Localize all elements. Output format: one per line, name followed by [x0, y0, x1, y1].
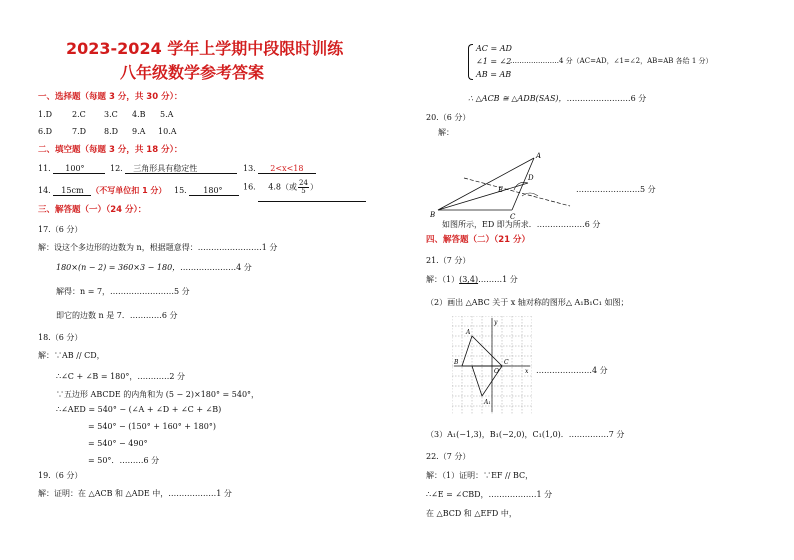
text: 解：（1）	[426, 275, 460, 284]
label-c: C	[510, 213, 516, 221]
q18-line5: = 540° − (150° + 160° + 180°)	[88, 422, 216, 431]
text: = 50°．	[88, 456, 120, 465]
brace	[468, 44, 473, 80]
unit-note: （不写单位扣 1 分）	[91, 186, 167, 195]
fill-q14	[38, 186, 166, 196]
fraction	[298, 180, 309, 195]
q22-line1: 解：（1）证明：∵EF // BC，	[426, 471, 534, 480]
points: ………1 分	[478, 275, 518, 284]
mc-answer: 7.D	[72, 127, 87, 136]
q18-line1: 解：∵AB // CD，	[38, 351, 105, 360]
coordinate-grid	[452, 316, 532, 414]
section4-heading: 四、解答题（二）（21 分）	[426, 235, 531, 245]
points: …………………4 分	[180, 263, 252, 272]
x-axis-label: x	[525, 368, 529, 375]
text: 解：设这个多边形的边数为 n，根据题意得：	[38, 243, 198, 252]
fill-answer: 三角形具有稳定性	[125, 164, 237, 174]
q17-line2	[56, 263, 252, 272]
q17-line1	[38, 243, 277, 252]
title-line2: 八年级数学参考答案	[120, 63, 265, 82]
q19-label: 19.（6 分）	[38, 471, 83, 480]
text: （3）A₁(−1,3)，B₁(−2,0)，C₁(1,0)．	[426, 430, 569, 439]
y-axis-label: y	[494, 319, 498, 326]
mc-answer: 5.A	[160, 110, 174, 119]
mc-answer: 6.D	[38, 127, 53, 136]
segment-ed-dashed	[464, 178, 570, 206]
point-b-label: B	[454, 359, 459, 366]
q20-label: 20.（6 分）	[426, 113, 471, 122]
q22-line2	[426, 490, 552, 499]
mc-answer: 4.B	[132, 110, 146, 119]
brace-line2: ∠1 = ∠2	[476, 57, 512, 66]
q17-line3	[56, 287, 190, 296]
points: ………………1 分	[168, 489, 232, 498]
q18-line6: = 540° − 490°	[88, 439, 148, 448]
fill-q12	[110, 164, 237, 174]
label-d: D	[528, 174, 534, 182]
fraction-numerator: 24	[299, 179, 308, 187]
mc-answer: 8.D	[104, 127, 119, 136]
q21-fig-points: …………………4 分	[536, 366, 608, 375]
fill-answer: 2<x<18	[258, 164, 316, 174]
text: 解得：n = 7，	[56, 287, 111, 296]
q22-label: 22.（7 分）	[426, 452, 471, 461]
q18-label: 18.（6 分）	[38, 333, 83, 342]
text: 解：证明：在 △ACB 和 △ADE 中，	[38, 489, 169, 498]
brace-line1: AC = AD	[476, 44, 512, 53]
points: …………6 分	[129, 311, 178, 320]
points: ……………………5 分	[110, 287, 190, 296]
q18-line4: ∴∠AED = 540° − (∠A + ∠D + ∠C + ∠B)	[56, 405, 222, 414]
text: ∴∠E = ∠CBD，	[426, 490, 489, 499]
q17-label: 17.（6 分）	[38, 225, 83, 234]
segment-bd	[438, 183, 528, 210]
q21-line3	[426, 430, 624, 439]
text: ∴∠C + ∠B = 180°，	[56, 372, 138, 381]
label-a: A	[536, 152, 542, 160]
point-a-label: A	[466, 329, 471, 336]
q18-line7	[88, 456, 159, 465]
question-number: 15.	[174, 186, 187, 195]
fill-q11	[38, 164, 105, 174]
question-number: 13.	[243, 164, 256, 173]
q21-line2: （2）画出 △ABC 关于 x 轴对称的图形△ A₁B₁C₁ 如图；	[426, 298, 629, 307]
question-number: 11.	[38, 164, 51, 173]
brace-points: …………………4 分（AC=AD，∠1=∠2，AB=AB 各给 1 分）	[510, 57, 713, 65]
mc-answer: 2.C	[72, 110, 86, 119]
triangle-figure	[430, 150, 580, 222]
fill-answer: 180°	[189, 186, 239, 196]
origin-label: O	[494, 368, 499, 375]
brace-line3: AB = AB	[476, 70, 512, 79]
points: ………………6 分	[536, 220, 601, 229]
points: ……………………6 分	[566, 94, 647, 103]
fill-answer-box	[258, 180, 366, 202]
answer: (3,4)	[459, 275, 479, 284]
segment-ca	[512, 158, 534, 210]
fill-answer-close: ）	[309, 182, 318, 192]
mc-answer: 9.A	[132, 127, 146, 136]
label-e: E	[498, 186, 504, 194]
fill-answer: 100°	[53, 164, 105, 174]
section2-heading: 二、填空题（每题 3 分，共 18 分）：	[38, 145, 183, 155]
fill-answer: 15cm	[53, 186, 91, 196]
segment-ba	[438, 158, 534, 210]
mc-answer: 1.D	[38, 110, 53, 119]
q20-line2	[442, 220, 600, 229]
fill-q16	[243, 180, 366, 202]
points: ……………………1 分	[197, 243, 278, 252]
title-line1: 2023-2024 学年上学期中段限时训练	[66, 39, 344, 58]
point-c-label: C	[504, 359, 509, 366]
q20-line1: 解：	[438, 128, 454, 137]
points: ……………7 分	[568, 430, 625, 439]
text: 如图所示，ED 即为所求．	[442, 220, 537, 229]
section1-heading: 一、选择题（每题 3 分，共 30 分）：	[38, 92, 183, 102]
q21-label: 21.（7 分）	[426, 256, 471, 265]
question-number: 14.	[38, 186, 51, 195]
fill-q13	[243, 164, 316, 174]
point-a1-label: A₁	[484, 399, 491, 406]
points: …………2 分	[137, 372, 185, 381]
equation: 180×(n − 2) = 360×3 − 180，	[56, 263, 181, 272]
q18-line3: ∵五边形 ABCDE 的内角和为 (5 − 2)×180° = 540°，	[56, 390, 260, 399]
label-b: B	[430, 211, 436, 219]
fill-q15	[174, 186, 239, 196]
question-number: 16.	[243, 182, 256, 192]
q17-line4	[56, 311, 178, 320]
congruence-conclusion	[468, 94, 646, 103]
text: ∴ △ACB ≅ △ADB(SAS)，	[468, 94, 567, 103]
q20-fig-points: ……………………5 分	[576, 185, 656, 194]
q19-line1	[38, 489, 232, 498]
fill-answer: 4.8（或	[268, 182, 298, 192]
text: 即它的边数 n 是 7．	[56, 311, 130, 320]
q22-line3: 在 △BCD 和 △EFD 中，	[426, 509, 517, 518]
section3-heading: 三、解答题（一）（24 分）：	[38, 205, 147, 215]
points: ………6 分	[119, 456, 160, 465]
question-number: 12.	[110, 164, 123, 173]
mc-answer: 10.A	[158, 127, 177, 136]
q18-line2	[56, 372, 185, 381]
mc-answer: 3.C	[104, 110, 118, 119]
points: ………………1 分	[488, 490, 553, 499]
q21-line1	[426, 275, 518, 284]
fraction-denominator: 5	[301, 187, 306, 195]
